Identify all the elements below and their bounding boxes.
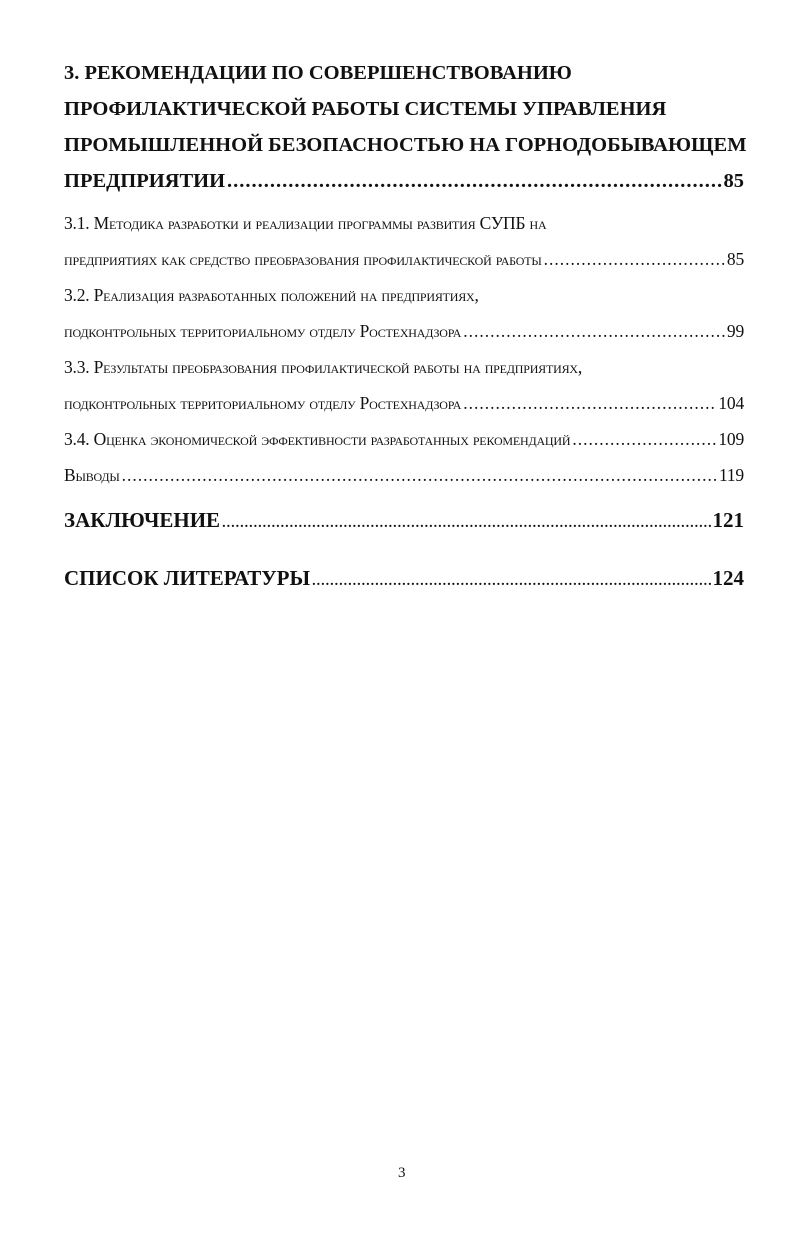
entry-title: ЗАКЛЮЧЕНИЕ [64,508,221,532]
toc-entry-3-2[interactable] [64,277,744,349]
entry-title: 3.4. Оценка экономической эффективности разработанных рекомендаций [64,429,571,449]
entry-title: Выводы [64,465,120,485]
dot-leader [222,497,710,551]
entry-title: 3.2. Реализация разработанных положений на предприятиях, [64,285,479,305]
page-ref: 124 [712,566,744,590]
toc-entry-conclusions[interactable] [64,457,744,493]
chapter-title-last: ПРЕДПРИЯТИИ [64,170,226,192]
chapter-title-line: 3. РЕКОМЕНДАЦИИ ПО СОВЕРШЕНСТВОВАНИЮ [64,62,572,84]
table-of-contents [64,55,747,609]
chapter-title-line: ПРОМЫШЛЕННОЙ БЕЗОПАСНОСТЬЮ НА ГОРНОДОБЫВАЮЩЕМ [64,134,747,156]
page-ref: 85 [726,249,744,269]
toc-entry-3-3[interactable] [64,349,744,421]
page-ref: 119 [718,465,744,485]
entry-title: 3.1. Методика разработки и реализации программы развития СУПБ на [64,213,547,233]
toc-entry-references[interactable] [64,551,744,609]
page-number: 3 [398,1165,406,1181]
dot-leader [572,421,716,457]
entry-title: предприятиях как средство преобразования профилактической работы [64,249,542,269]
toc-entry-conclusion[interactable] [64,493,744,551]
dot-leader [544,241,725,277]
toc-entry-3-1[interactable] [64,205,744,277]
dot-leader [463,313,725,349]
dot-leader [227,163,721,199]
chapter-entry[interactable] [64,163,744,199]
chapter-title-line: ПРОФИЛАКТИЧЕСКОЙ РАБОТЫ СИСТЕМЫ УПРАВЛЕНИЯ [64,98,667,120]
entry-title: подконтрольных территориальному отделу Ростехнадзора [64,321,462,341]
page-ref: 85 [723,170,744,192]
dot-leader [312,555,710,609]
entry-title: подконтрольных территориальному отделу Ростехнадзора [64,393,462,413]
toc-entry-3-4[interactable] [64,421,744,457]
page-ref: 109 [718,429,744,449]
dot-leader [122,457,717,493]
entry-title: 3.3. Результаты преобразования профилактической работы на предприятиях, [64,357,583,377]
page-ref: 104 [718,393,744,413]
page-ref: 99 [726,321,744,341]
dot-leader [463,385,716,421]
page-ref: 121 [712,508,744,532]
entry-title: СПИСОК ЛИТЕРАТУРЫ [64,566,311,590]
